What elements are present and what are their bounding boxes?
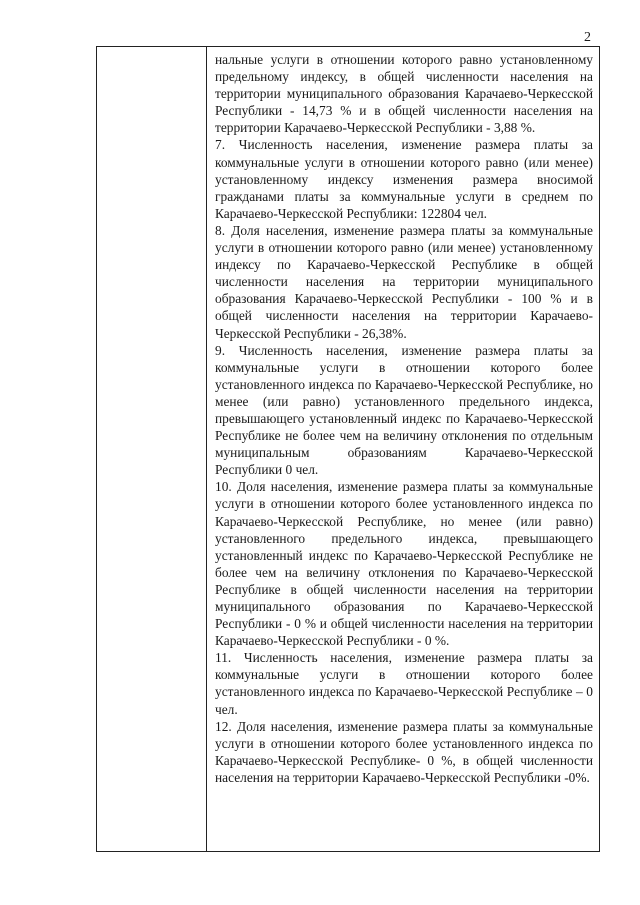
paragraph-item-7: 7. Численность населения, изменение размера платы за коммунальные услуги в отношении которого равно (или менее) установленному индексу изменения размера вносимой гражданами платы за коммунальные услуги в среднем по Карачаево-Черкесской Республики: 122804 чел.: [215, 137, 593, 221]
document-table: [96, 46, 600, 852]
table-left-column: [97, 47, 207, 851]
paragraph-item-12: 12. Доля населения, изменение размера платы за коммунальные услуги в отношении которого более установленного индекса по Карачаево-Черкесской Республике- 0 %, в общей численности населения на территории Карачаево-Черкесской Республики -0%.: [215, 718, 593, 785]
paragraph-item-10: 10. Доля населения, изменение размера платы за коммунальные услуги в отношении которого более установленного индекса по Карачаево-Черкесской Республике, но менее (или равно) установленного предельного индекса, превышающего установленный индекс по Карачаево-Черкесской Республике не более чем на величину отклонения по Карачаево-Черкесской Республике в общей численности населения на территории муниципального образования по Карачаево-Черкесской Республики - 0 % и общей численности населения на территории Карачаево-Черкесской Республики - 0 %.: [215, 479, 593, 649]
paragraph-item-9: 9. Численность населения, изменение размера платы за коммунальные услуги в отношении которого более установленного индекса по Карачаево-Черкесской Республике, но менее (или равно) установленного предельного индекса, превышающего установленный индекс по Карачаево-Черкесской Республике не более чем на величину отклонения по отдельным муниципальным образованиям Карачаево-Черкесской Республики 0 чел.: [215, 342, 593, 478]
paragraph-item-11: 11. Численность населения, изменение размера платы за коммунальные услуги в отношении которого более установленного индекса по Карачаево-Черкесской Республике – 0 чел.: [215, 650, 593, 717]
paragraph-item-8: 8. Доля населения, изменение размера платы за коммунальные услуги в отношении которого равно (или менее) установленному индексу по Карачаево-Черкесской Республике в общей численности населения на территории муниципального образования Карачаево-Черкесской Республики - 100 % и в общей численности населения на территории Карачаево-Черкесской Республики - 26,38%.: [215, 222, 593, 341]
page-number: 2: [584, 30, 591, 45]
paragraph-continuation: нальные услуги в отношении которого равно установленному предельному индексу, в общей численности населения на территории муниципального образования Карачаево-Черкесской Республики - 14,73 % и в общей численности населения на территории Карачаево-Черкесской Республики - 3,88 %.: [215, 52, 593, 136]
table-right-column: [207, 47, 599, 851]
